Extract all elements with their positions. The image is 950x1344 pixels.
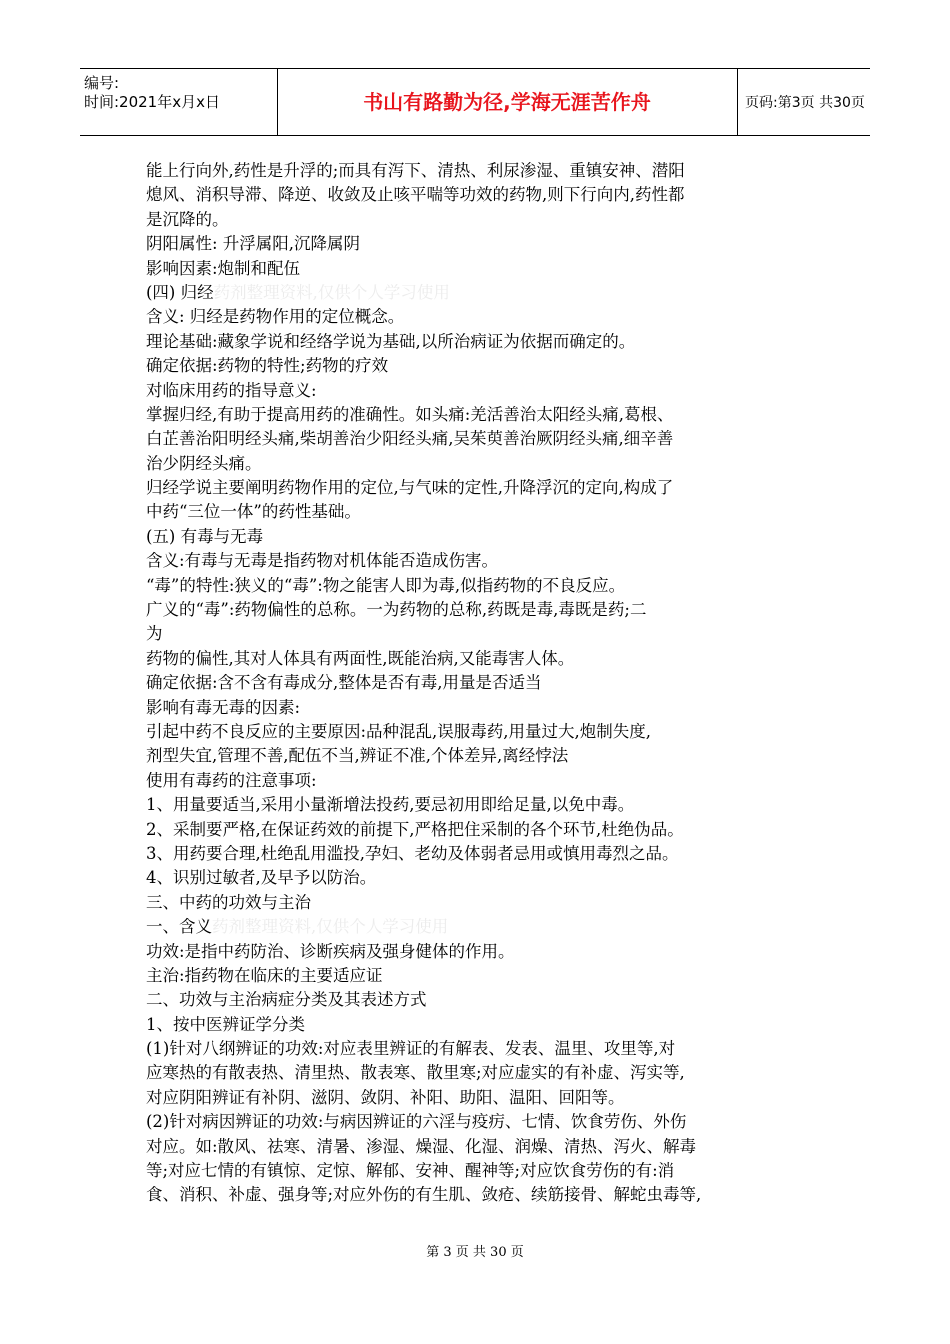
text-line (146, 379, 826, 403)
text-line (146, 305, 826, 329)
text-line-content: 使用有毒药的注意事项: (146, 770, 317, 790)
text-line (146, 574, 826, 598)
text-line-content: (五) 有毒与无毒 (146, 526, 264, 546)
text-line (146, 354, 826, 378)
text-line (146, 1037, 826, 1061)
text-line-content: 含义:有毒与无毒是指药物对机体能否造成伤害。 (146, 551, 499, 571)
text-line (146, 159, 826, 183)
text-line-content: 确定依据:药物的特性;药物的疗效 (146, 356, 389, 376)
text-line-content: 治少阴经头痛。 (146, 453, 262, 473)
text-line-content: 理论基础:藏象学说和经络学说为基础,以所治病证为依据而确定的。 (146, 331, 636, 351)
text-line-content: 含义: 归经是药物作用的定位概念。 (146, 307, 405, 327)
text-line (146, 476, 826, 500)
text-line (146, 281, 826, 305)
text-line (146, 696, 826, 720)
text-line-content: 引起中药不良反应的主要原因:品种混乱,误服毒药,用量过大,炮制失度, (146, 721, 652, 741)
text-line (146, 720, 826, 744)
text-line-content: 功效:是指中药防治、诊断疾病及强身健体的作用。 (146, 941, 515, 961)
text-line (146, 598, 826, 622)
text-line (146, 1135, 826, 1159)
text-line (146, 744, 826, 768)
text-line (146, 1159, 826, 1183)
text-line-content: 掌握归经,有助于提高用药的准确性。如头痛:羌活善治太阳经头痛,葛根、 (146, 404, 674, 424)
text-line (146, 988, 826, 1012)
text-line-content: 应寒热的有散表热、清里热、散表寒、散里寒;对应虚实的有补虚、泻实等, (146, 1063, 685, 1083)
text-line-content: 1、用量要适当,采用小量渐增法投药,要忌初用即给足量,以免中毒。 (146, 795, 635, 815)
text-line-content: (四) 归经 (146, 282, 214, 302)
text-line (146, 183, 826, 207)
text-line-content: 是沉降的。 (146, 209, 229, 229)
text-line (146, 793, 826, 817)
text-line (146, 915, 826, 939)
text-line-content: 二、功效与主治病症分类及其表述方式 (146, 990, 427, 1010)
page-footer: 第 3 页 共 30 页 (426, 1245, 524, 1260)
text-line (146, 232, 826, 256)
text-line (146, 818, 826, 842)
text-line-content: 一、含义 (146, 917, 212, 937)
text-line (146, 525, 826, 549)
text-line (146, 427, 826, 451)
text-line (146, 330, 826, 354)
page-header (80, 68, 870, 136)
text-line-content: 对应。如:散风、祛寒、清暑、渗湿、燥湿、化湿、润燥、清热、泻火、解毒 (146, 1136, 697, 1156)
text-line-content: 1、按中医辨证学分类 (146, 1014, 305, 1034)
text-line (146, 940, 826, 964)
text-line (146, 1183, 826, 1207)
text-line (146, 1110, 826, 1134)
text-line-content: 阴阳属性: 升浮属阳,沉降属阴 (146, 234, 361, 254)
header-page-cell (737, 69, 870, 135)
text-line (146, 257, 826, 281)
text-line (146, 208, 826, 232)
text-line (146, 891, 826, 915)
text-line-content: 对临床用药的指导意义: (146, 380, 317, 400)
text-line-content: 熄风、消积导滞、降逆、收敛及止咳平喘等功效的药物,则下行向内,药性都 (146, 185, 685, 205)
text-line-content: 影响因素:炮制和配伍 (146, 258, 301, 278)
document-number-label: 编号: (84, 74, 120, 92)
text-line-content: 2、采制要严格,在保证药效的前提下,严格把住采制的各个环节,杜绝伪品。 (146, 819, 684, 839)
header-page-number: 页码:第3页 共30页 (745, 95, 865, 111)
text-line (146, 1086, 826, 1110)
text-line (146, 500, 826, 524)
text-line-content: 3、用药要合理,杜绝乱用滥投,孕妇、老幼及体弱者忌用或慎用毒烈之品。 (146, 843, 679, 863)
text-line-content: 广义的“毒”:药物偏性的总称。一为药物的总称,药既是毒,毒既是药;二 (146, 600, 647, 620)
header-motto-cell (277, 69, 738, 135)
text-line (146, 842, 826, 866)
text-line-content: 4、识别过敏者,及早予以防治。 (146, 868, 377, 888)
text-line (146, 647, 826, 671)
header-meta-cell (80, 69, 278, 135)
text-line-content: 归经学说主要阐明药物作用的定位,与气味的定性,升降浮沉的定向,构成了 (146, 478, 674, 498)
text-line-content: 白芷善治阳明经头痛,柴胡善治少阳经头痛,吴茱萸善治厥阴经头痛,细辛善 (146, 429, 674, 449)
text-line-content: 剂型失宜,管理不善,配伍不当,辨证不准,个体差异,离经悖法 (146, 746, 569, 766)
text-line-content: 主治:指药物在临床的主要适应证 (146, 965, 383, 985)
text-line-content: (2)针对病因辨证的功效:与病因辨证的六淫与疫疠、七情、饮食劳伤、外伤 (146, 1112, 687, 1132)
text-line (146, 769, 826, 793)
text-line (146, 403, 826, 427)
document-date-label: 时间:2021年x月x日 (84, 93, 220, 111)
text-line-content: 药物的偏性,其对人体具有两面性,既能治病,又能毒害人体。 (146, 648, 575, 668)
text-line (146, 1013, 826, 1037)
document-body (146, 159, 826, 1208)
text-line (146, 866, 826, 890)
text-line-content: 能上行向外,药性是升浮的;而具有泻下、清热、利尿渗湿、重镇安神、潜阳 (146, 161, 685, 180)
watermark-text: 药剂整理资料,仅供个人学习使用 (212, 917, 449, 937)
text-line-content: 中药“三位一体”的药性基础。 (146, 502, 361, 522)
text-line-content: 三、中药的功效与主治 (146, 892, 311, 912)
text-line-content: 等;对应七情的有镇惊、定惊、解郁、安神、醒神等;对应饮食劳伤的有:消 (146, 1161, 675, 1181)
text-line-content: 确定依据:含不含有毒成分,整体是否有毒,用量是否适当 (146, 673, 542, 693)
header-motto: 书山有路勤为径,学海无涯苦作舟 (363, 90, 651, 114)
text-line-content: 食、消积、补虚、强身等;对应外伤的有生肌、敛疮、续筋接骨、解蛇虫毒等, (146, 1185, 702, 1205)
text-line (146, 1061, 826, 1085)
text-line-content: 为 (146, 624, 163, 644)
text-line-content: “毒”的特性:狭义的“毒”:物之能害人即为毒,似指药物的不良反应。 (146, 575, 626, 595)
text-line (146, 622, 826, 646)
text-line-content: 对应阴阳辨证有补阴、滋阴、敛阴、补阳、助阳、温阳、回阳等。 (146, 1087, 625, 1107)
text-line (146, 964, 826, 988)
text-line (146, 452, 826, 476)
watermark-text: 药剂整理资料,仅供个人学习使用 (213, 282, 450, 302)
text-line-content: 影响有毒无毒的因素: (146, 697, 301, 717)
text-line (146, 671, 826, 695)
text-line (146, 549, 826, 573)
text-line-content: (1)针对八纲辨证的功效:对应表里辨证的有解表、发表、温里、攻里等,对 (146, 1039, 676, 1059)
